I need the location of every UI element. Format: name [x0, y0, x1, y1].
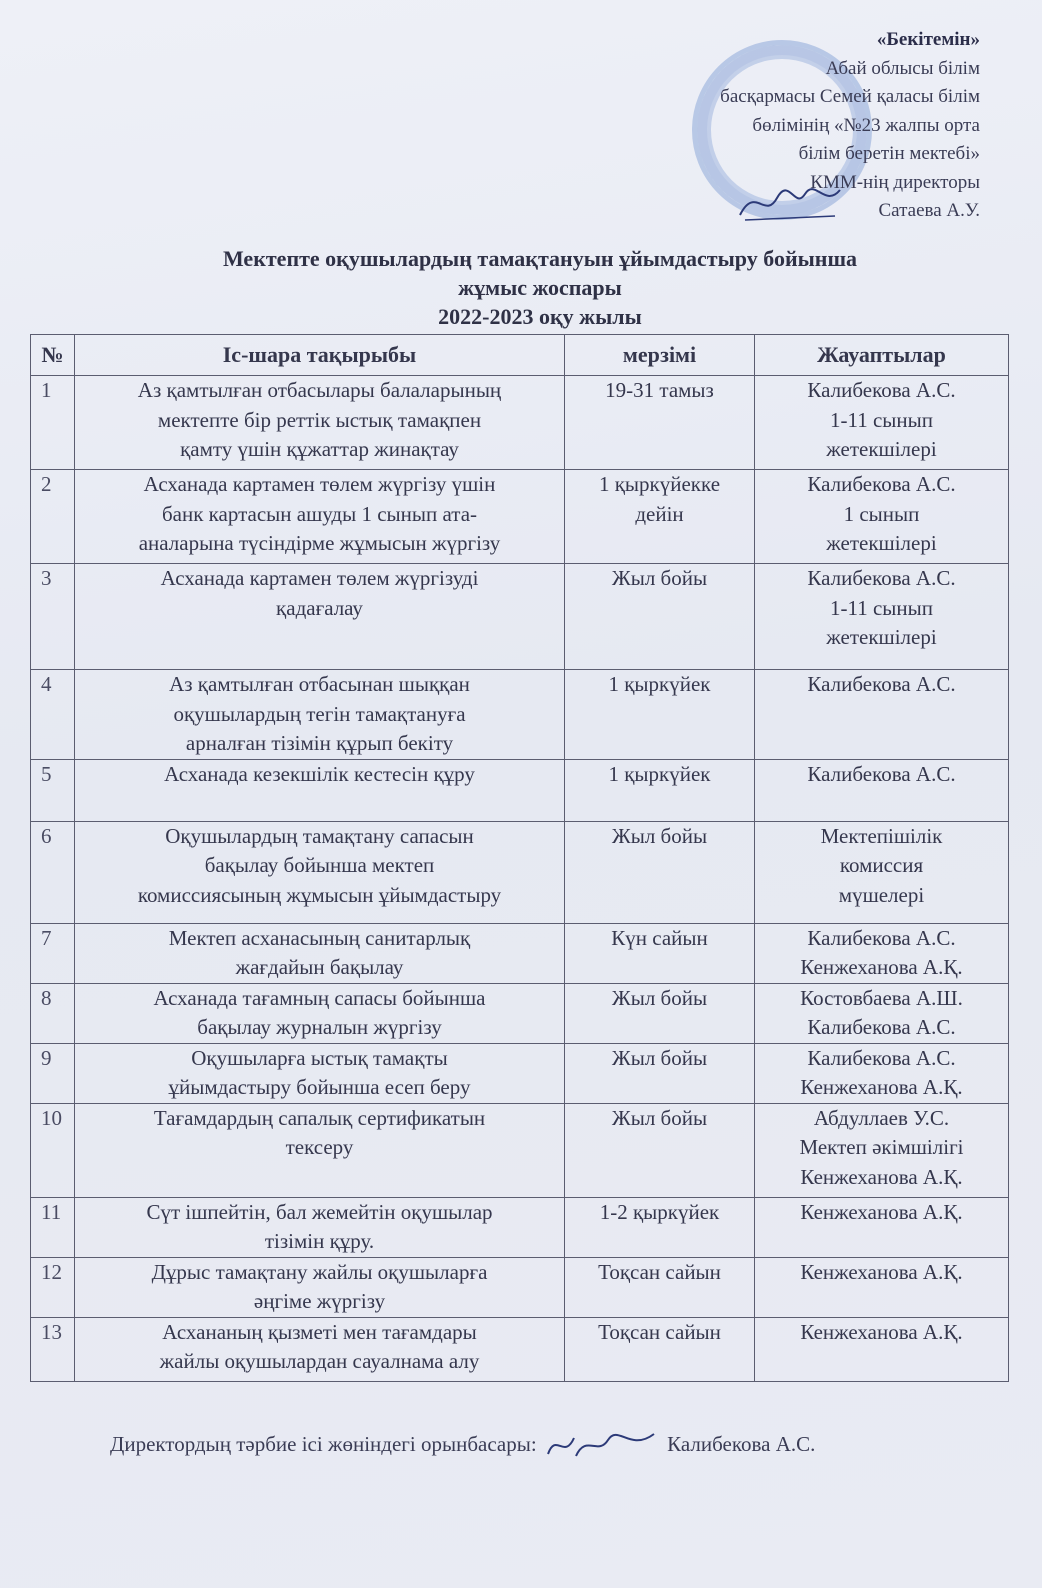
topic-line: бақылау бойынша мектеп — [204, 853, 435, 877]
topic-line: қадағалау — [276, 595, 363, 620]
row-number: 13 — [31, 1317, 75, 1381]
footer-signature-line — [110, 1426, 815, 1466]
term-line: 1 қыркүйек — [608, 761, 711, 786]
responsible-line: Мектепішілік — [820, 823, 943, 848]
term-line: 1 қыркүйек — [608, 672, 711, 696]
table-row — [31, 670, 1009, 760]
work-plan-table — [30, 334, 1009, 1382]
header-term: мерзімі — [565, 335, 755, 376]
row-term — [565, 564, 755, 670]
topic-line: Асханада кезекшілік кестесін құру — [164, 761, 475, 786]
topic-line: Асхананың қызметі мен тағамдары — [162, 1319, 477, 1344]
table-header-row — [31, 335, 1009, 376]
row-topic — [75, 821, 565, 923]
responsible-line: Калибекова А.С. — [807, 566, 956, 590]
topic-line: Оқушылардың тамақтану сапасын — [165, 823, 474, 848]
row-responsible — [755, 1197, 1009, 1257]
table-row — [31, 821, 1009, 923]
row-term — [565, 1197, 755, 1257]
title-line: Мектепте оқушылардың тамақтануын ұйымдастыру бойынша — [222, 246, 858, 271]
row-responsible — [755, 470, 1009, 564]
responsible-line: 1 сынып — [843, 501, 920, 526]
approval-line: басқармасы Семей қаласы білім — [720, 86, 980, 107]
row-responsible — [755, 759, 1009, 821]
term-line: Жыл бойы — [611, 985, 708, 1010]
row-responsible — [755, 1103, 1009, 1197]
term-line: 1-2 қыркүйек — [599, 1199, 720, 1224]
topic-line: тізімін құру. — [264, 1229, 375, 1253]
table-body — [31, 376, 1009, 1382]
topic-line: Асханада картамен төлем жүргізу үшін — [143, 472, 496, 496]
topic-line: аналарына түсіндірме жұмысын жүргізу — [138, 531, 501, 555]
table-row — [31, 759, 1009, 821]
row-topic — [75, 376, 565, 470]
header-responsible: Жауаптылар — [755, 335, 1009, 376]
row-term — [565, 1103, 755, 1197]
approval-block — [620, 26, 980, 226]
row-number: 4 — [31, 670, 75, 760]
approval-line: білім беретін мектебі» — [798, 143, 980, 164]
topic-line: қамту үшін құжаттар жинақтау — [180, 437, 459, 461]
row-number: 12 — [31, 1257, 75, 1317]
approval-line: Абай облысы білім — [825, 57, 980, 79]
table-row — [31, 470, 1009, 564]
row-term — [565, 983, 755, 1043]
responsible-line: Костовбаева А.Ш. — [800, 985, 963, 1010]
topic-line: комиссиясының жұмысын ұйымдастыру — [137, 882, 502, 907]
row-responsible — [755, 564, 1009, 670]
row-term — [565, 759, 755, 821]
header-topic: Іс-шара тақырыбы — [75, 335, 565, 376]
row-term — [565, 923, 755, 983]
row-topic — [75, 983, 565, 1043]
table-row — [31, 1043, 1009, 1103]
topic-line: Тағамдардың сапалық сертификатын — [153, 1105, 486, 1130]
table-row — [31, 1103, 1009, 1197]
row-responsible — [755, 1257, 1009, 1317]
approval-heading: «Бекітемін» — [876, 29, 980, 50]
responsible-line: Кенжеханова А.Қ. — [800, 955, 963, 979]
topic-line: Дұрыс тамақтану жайлы оқушыларға — [151, 1259, 488, 1284]
row-responsible — [755, 376, 1009, 470]
term-line: Тоқсан сайын — [598, 1259, 721, 1284]
row-term — [565, 376, 755, 470]
row-topic — [75, 1257, 565, 1317]
topic-line: тексеру — [285, 1135, 354, 1159]
table-row — [31, 1197, 1009, 1257]
row-topic — [75, 923, 565, 983]
document-title — [100, 244, 980, 331]
row-topic — [75, 1317, 565, 1381]
responsible-line: жетекшілері — [826, 531, 937, 555]
topic-line: жайлы оқушылардан сауалнама алу — [159, 1349, 480, 1373]
row-topic — [75, 670, 565, 760]
title-academic-year: 2022-2023 оқу жылы — [438, 304, 642, 329]
title-line: жұмыс жоспары — [458, 275, 622, 300]
topic-line: банк картасын ашуды 1 сынып ата- — [161, 501, 478, 526]
responsible-line: Кенжеханова А.Қ. — [800, 1259, 963, 1284]
term-line: Жыл бойы — [611, 823, 708, 848]
responsible-line: 1-11 сынып — [830, 407, 933, 432]
row-term — [565, 670, 755, 760]
row-number: 10 — [31, 1103, 75, 1197]
row-term — [565, 1043, 755, 1103]
row-number: 2 — [31, 470, 75, 564]
header-number: № — [31, 335, 75, 376]
row-topic — [75, 470, 565, 564]
topic-line: ұйымдастыру бойынша есеп беру — [168, 1075, 471, 1099]
responsible-line: мүшелері — [838, 882, 925, 907]
topic-line: жағдайын бақылау — [235, 955, 404, 979]
deputy-position: Директордың тәрбие ісі жөніндегі орынбасары: — [110, 1431, 537, 1456]
responsible-line: Калибекова А.С. — [807, 672, 956, 696]
row-number: 9 — [31, 1043, 75, 1103]
row-responsible — [755, 983, 1009, 1043]
row-responsible — [755, 1317, 1009, 1381]
row-term — [565, 1257, 755, 1317]
responsible-line: Абдуллаев У.С. — [813, 1105, 950, 1130]
term-line: Жыл бойы — [611, 1045, 708, 1070]
row-topic — [75, 1103, 565, 1197]
row-number: 6 — [31, 821, 75, 923]
row-responsible — [755, 1043, 1009, 1103]
approval-director-name: Сатаева А.У. — [878, 200, 980, 221]
topic-line: әңгіме жүргізу — [253, 1289, 386, 1313]
row-number: 5 — [31, 759, 75, 821]
row-topic — [75, 564, 565, 670]
responsible-line: комиссия — [839, 853, 924, 877]
row-number: 3 — [31, 564, 75, 670]
table-row — [31, 923, 1009, 983]
topic-line: Асханада тағамның сапасы бойынша — [153, 985, 486, 1010]
table-row — [31, 983, 1009, 1043]
row-responsible — [755, 670, 1009, 760]
row-number: 11 — [31, 1197, 75, 1257]
topic-line: Аз қамтылған отбасынан шыққан — [169, 672, 470, 696]
topic-line: мектепте бір реттік ыстық тамақпен — [157, 407, 482, 432]
term-line: дейін — [635, 501, 684, 526]
table-row — [31, 1257, 1009, 1317]
responsible-line: Калибекова А.С. — [807, 925, 956, 950]
topic-line: Аз қамтылған отбасылары балаларының — [137, 378, 502, 402]
topic-line: Асханада картамен төлем жүргізуді — [160, 566, 479, 590]
term-line: Күн сайын — [611, 925, 708, 950]
responsible-line: Калибекова А.С. — [807, 378, 956, 402]
responsible-line: Калибекова А.С. — [807, 1015, 956, 1039]
row-topic — [75, 759, 565, 821]
deputy-signature — [542, 1426, 662, 1466]
responsible-line: Кенжеханова А.Қ. — [800, 1075, 963, 1099]
deputy-name: Калибекова А.С. — [667, 1431, 816, 1456]
term-line: 19-31 тамыз — [605, 378, 714, 402]
term-line: Жыл бойы — [611, 1105, 708, 1130]
approval-line: КММ-нің директоры — [810, 171, 980, 193]
term-line: 1 қыркүйекке — [598, 472, 721, 496]
row-number: 7 — [31, 923, 75, 983]
topic-line: Сүт ішпейтін, бал жемейтін оқушылар — [146, 1199, 493, 1224]
responsible-line: жетекшілері — [826, 625, 937, 649]
responsible-line: Мектеп әкімшілігі — [799, 1135, 964, 1159]
row-topic — [75, 1197, 565, 1257]
row-term — [565, 470, 755, 564]
responsible-line: Кенжеханова А.Қ. — [800, 1319, 963, 1344]
responsible-line: 1-11 сынып — [830, 595, 933, 620]
row-number: 1 — [31, 376, 75, 470]
responsible-line: жетекшілері — [826, 437, 937, 461]
topic-line: арналған тізімін құрып бекіту — [185, 731, 454, 755]
table-row — [31, 376, 1009, 470]
responsible-line: Калибекова А.С. — [807, 761, 956, 786]
topic-line: Оқушыларға ыстық тамақты — [191, 1045, 448, 1070]
row-topic — [75, 1043, 565, 1103]
approval-line: бөлімінің «№23 жалпы орта — [752, 114, 980, 136]
topic-line: бақылау журналын жүргізу — [197, 1015, 442, 1039]
row-term — [565, 821, 755, 923]
term-line: Тоқсан сайын — [598, 1319, 721, 1344]
row-responsible — [755, 821, 1009, 923]
row-term — [565, 1317, 755, 1381]
row-number: 8 — [31, 983, 75, 1043]
responsible-line: Калибекова А.С. — [807, 472, 956, 496]
row-responsible — [755, 923, 1009, 983]
responsible-line: Кенжеханова А.Қ. — [800, 1199, 963, 1224]
table-row — [31, 1317, 1009, 1381]
table-row — [31, 564, 1009, 670]
responsible-line: Калибекова А.С. — [807, 1045, 956, 1070]
topic-line: оқушылардың тегін тамақтануға — [173, 701, 466, 726]
responsible-line: Кенжеханова А.Қ. — [800, 1164, 963, 1189]
topic-line: Мектеп асханасының санитарлық — [168, 925, 471, 950]
term-line: Жыл бойы — [611, 566, 708, 590]
